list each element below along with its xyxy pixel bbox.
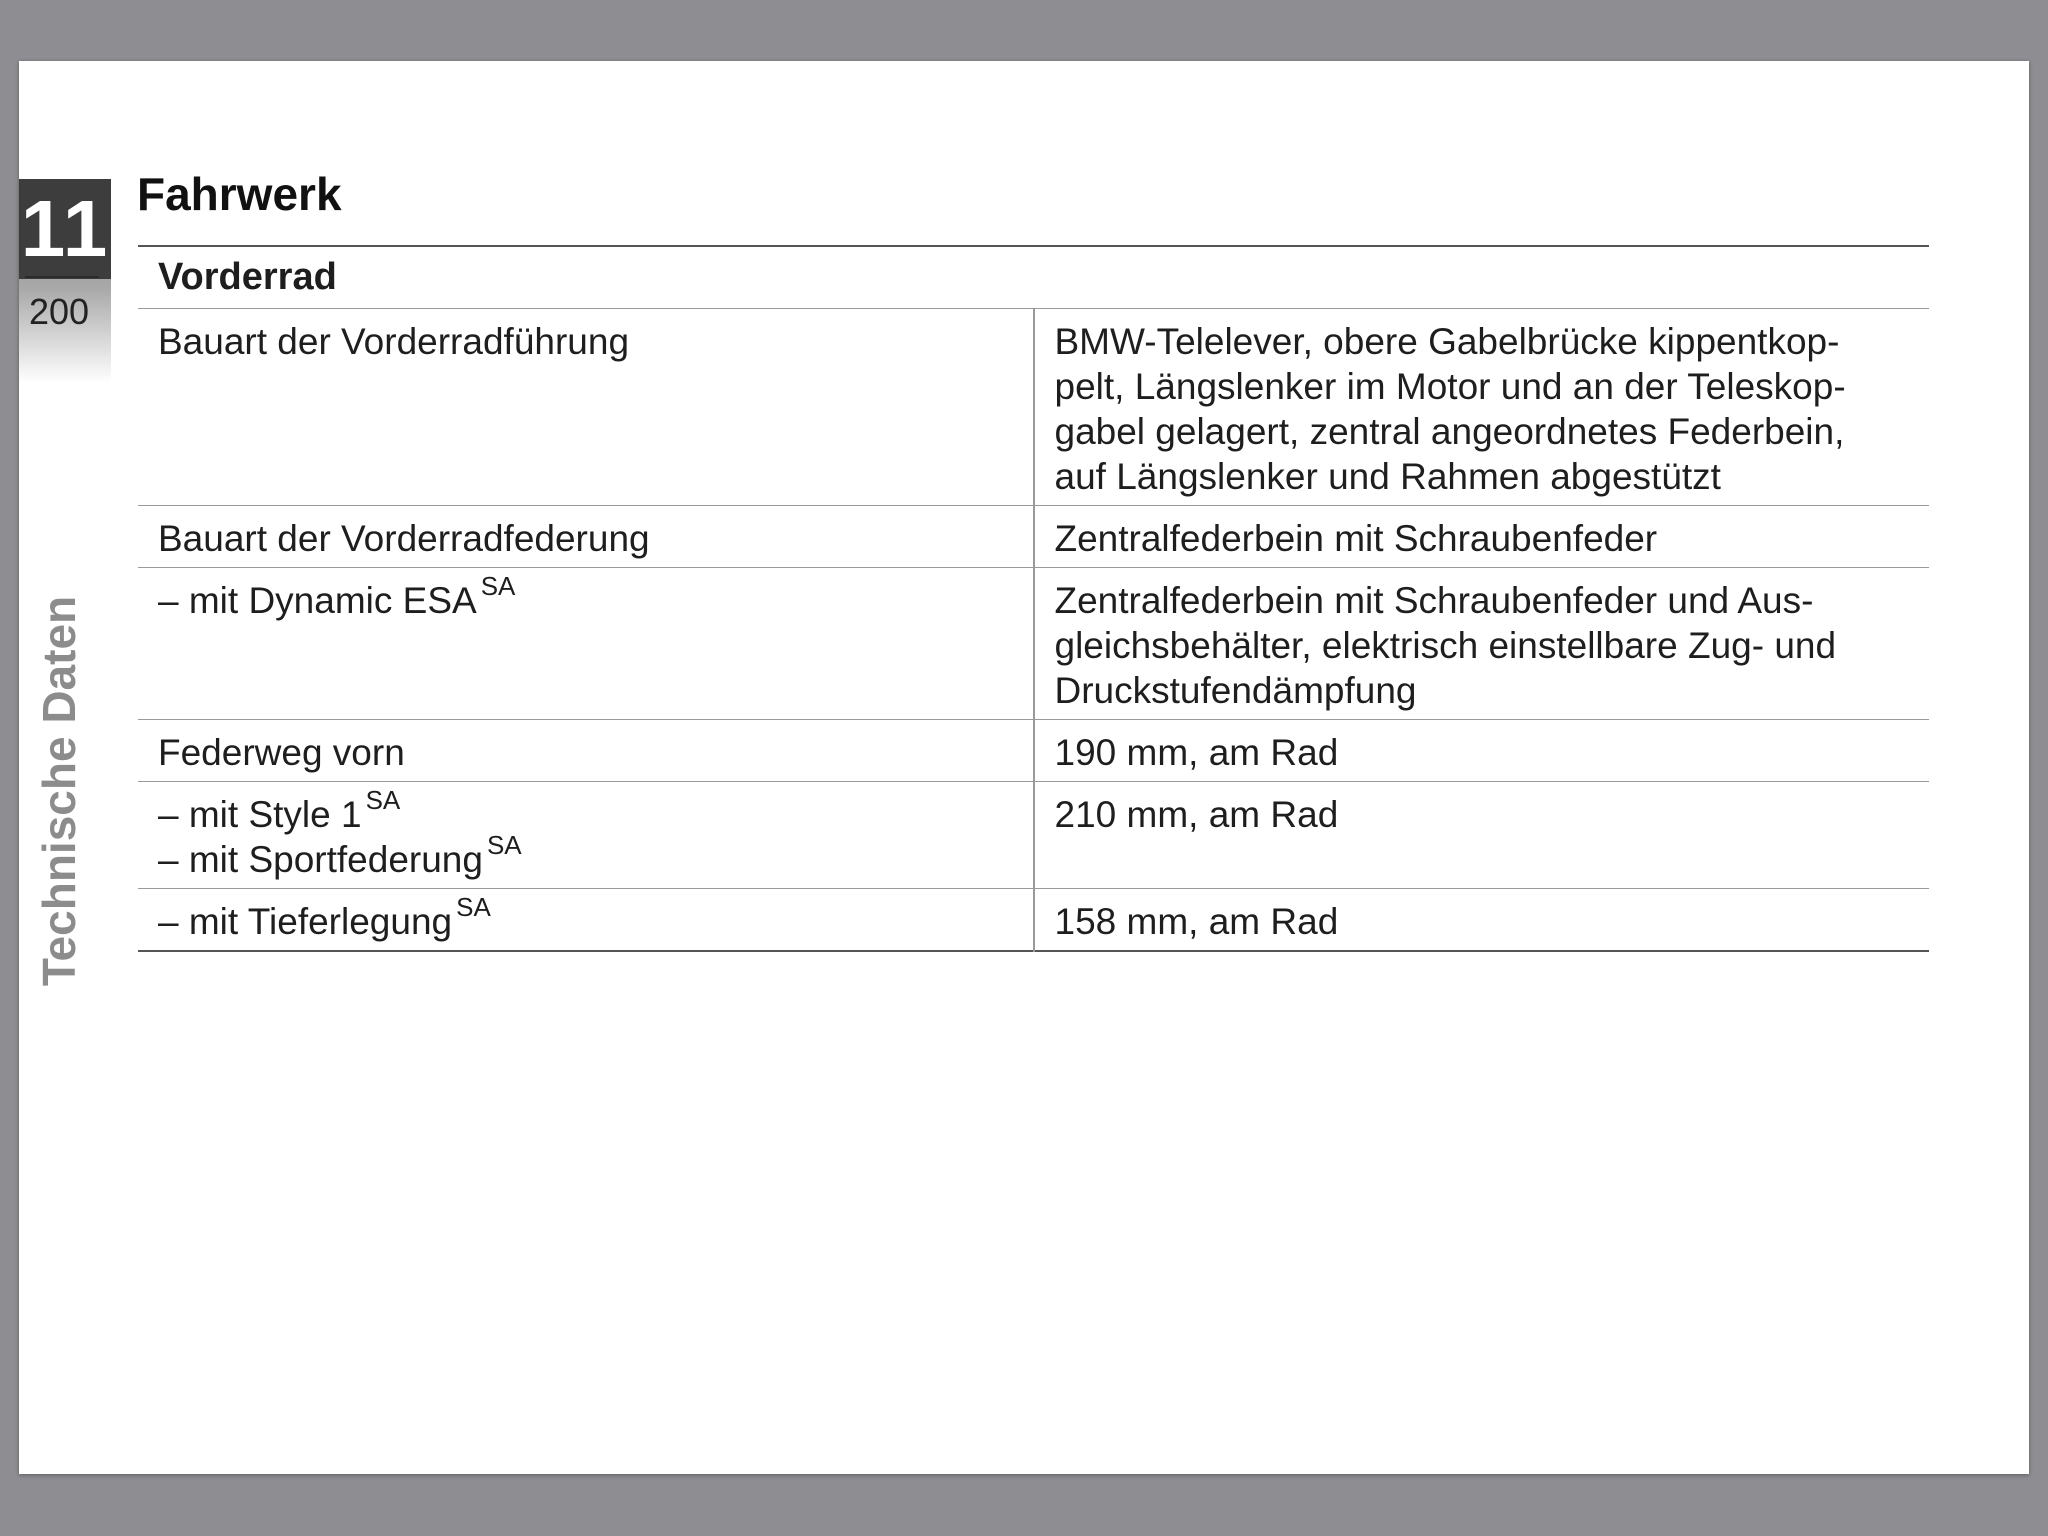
option-superscript: SA: [365, 784, 401, 815]
row-label-text: – mit Dynamic ESA: [158, 580, 477, 621]
row-label: [138, 568, 1034, 720]
row-label: [138, 309, 1034, 506]
row-value-line: gleichsbehälter, elektrisch einstellbare Zug- und: [1054, 625, 1837, 666]
table-group-row: [138, 246, 1929, 309]
row-label-text: Bauart der Vorderradfederung: [158, 518, 650, 559]
document-page: [19, 61, 2029, 1474]
table-row: [138, 782, 1929, 889]
row-value-line: BMW-Telelever, obere Gabelbrücke kippentkop-: [1054, 321, 1840, 362]
chapter-number: 11: [19, 179, 111, 279]
row-value-line: Druckstufendämpfung: [1054, 670, 1417, 711]
option-superscript: SA: [456, 891, 491, 922]
row-value-line: Zentralfederbein mit Schraubenfeder: [1054, 518, 1658, 559]
row-label: [138, 720, 1034, 782]
row-value: [1034, 568, 1930, 720]
row-value: [1034, 720, 1930, 782]
row-value: [1034, 889, 1930, 952]
row-value: [1034, 782, 1930, 889]
row-label-text: – mit Sportfederung: [158, 839, 483, 880]
row-label-text: – mit Style 1: [158, 794, 362, 835]
row-value-line: auf Längslenker und Rahmen abgestützt: [1054, 456, 1721, 497]
row-label-line: [158, 829, 1013, 882]
row-value: [1034, 506, 1930, 568]
row-label: [138, 782, 1034, 889]
row-value-line: 158 mm, am Rad: [1054, 901, 1339, 942]
row-value-line: gabel gelagert, zentral angeordnetes Federbein,: [1054, 411, 1845, 452]
row-value-line: Zentralfederbein mit Schraubenfeder und Aus-: [1054, 580, 1814, 621]
row-label: [138, 506, 1034, 568]
row-label-text: Bauart der Vorderradführung: [158, 321, 630, 362]
table-row: [138, 568, 1929, 720]
table-row: [138, 309, 1929, 506]
row-label: [138, 889, 1034, 952]
chapter-divider: [25, 276, 99, 278]
row-value-line: 190 mm, am Rad: [1054, 732, 1339, 773]
chapter-side-label: Technische Daten: [33, 595, 85, 987]
page-number: 200: [28, 291, 90, 332]
row-value: [1034, 309, 1930, 506]
option-superscript: SA: [480, 570, 516, 601]
row-label-text: – mit Tieferlegung: [158, 901, 453, 942]
row-label-line: [158, 784, 1013, 837]
row-label-text: Federweg vorn: [158, 732, 405, 773]
section-title: Fahrwerk: [137, 168, 342, 220]
group-heading: Vorderrad: [158, 256, 337, 298]
row-value-line: 210 mm, am Rad: [1054, 794, 1339, 835]
spec-table: [138, 245, 1929, 952]
table-row: [138, 720, 1929, 782]
option-superscript: SA: [486, 829, 522, 860]
row-value-line: pelt, Längslenker im Motor und an der Teleskop-: [1054, 366, 1846, 407]
table-row: [138, 506, 1929, 568]
table-row: [138, 889, 1929, 952]
